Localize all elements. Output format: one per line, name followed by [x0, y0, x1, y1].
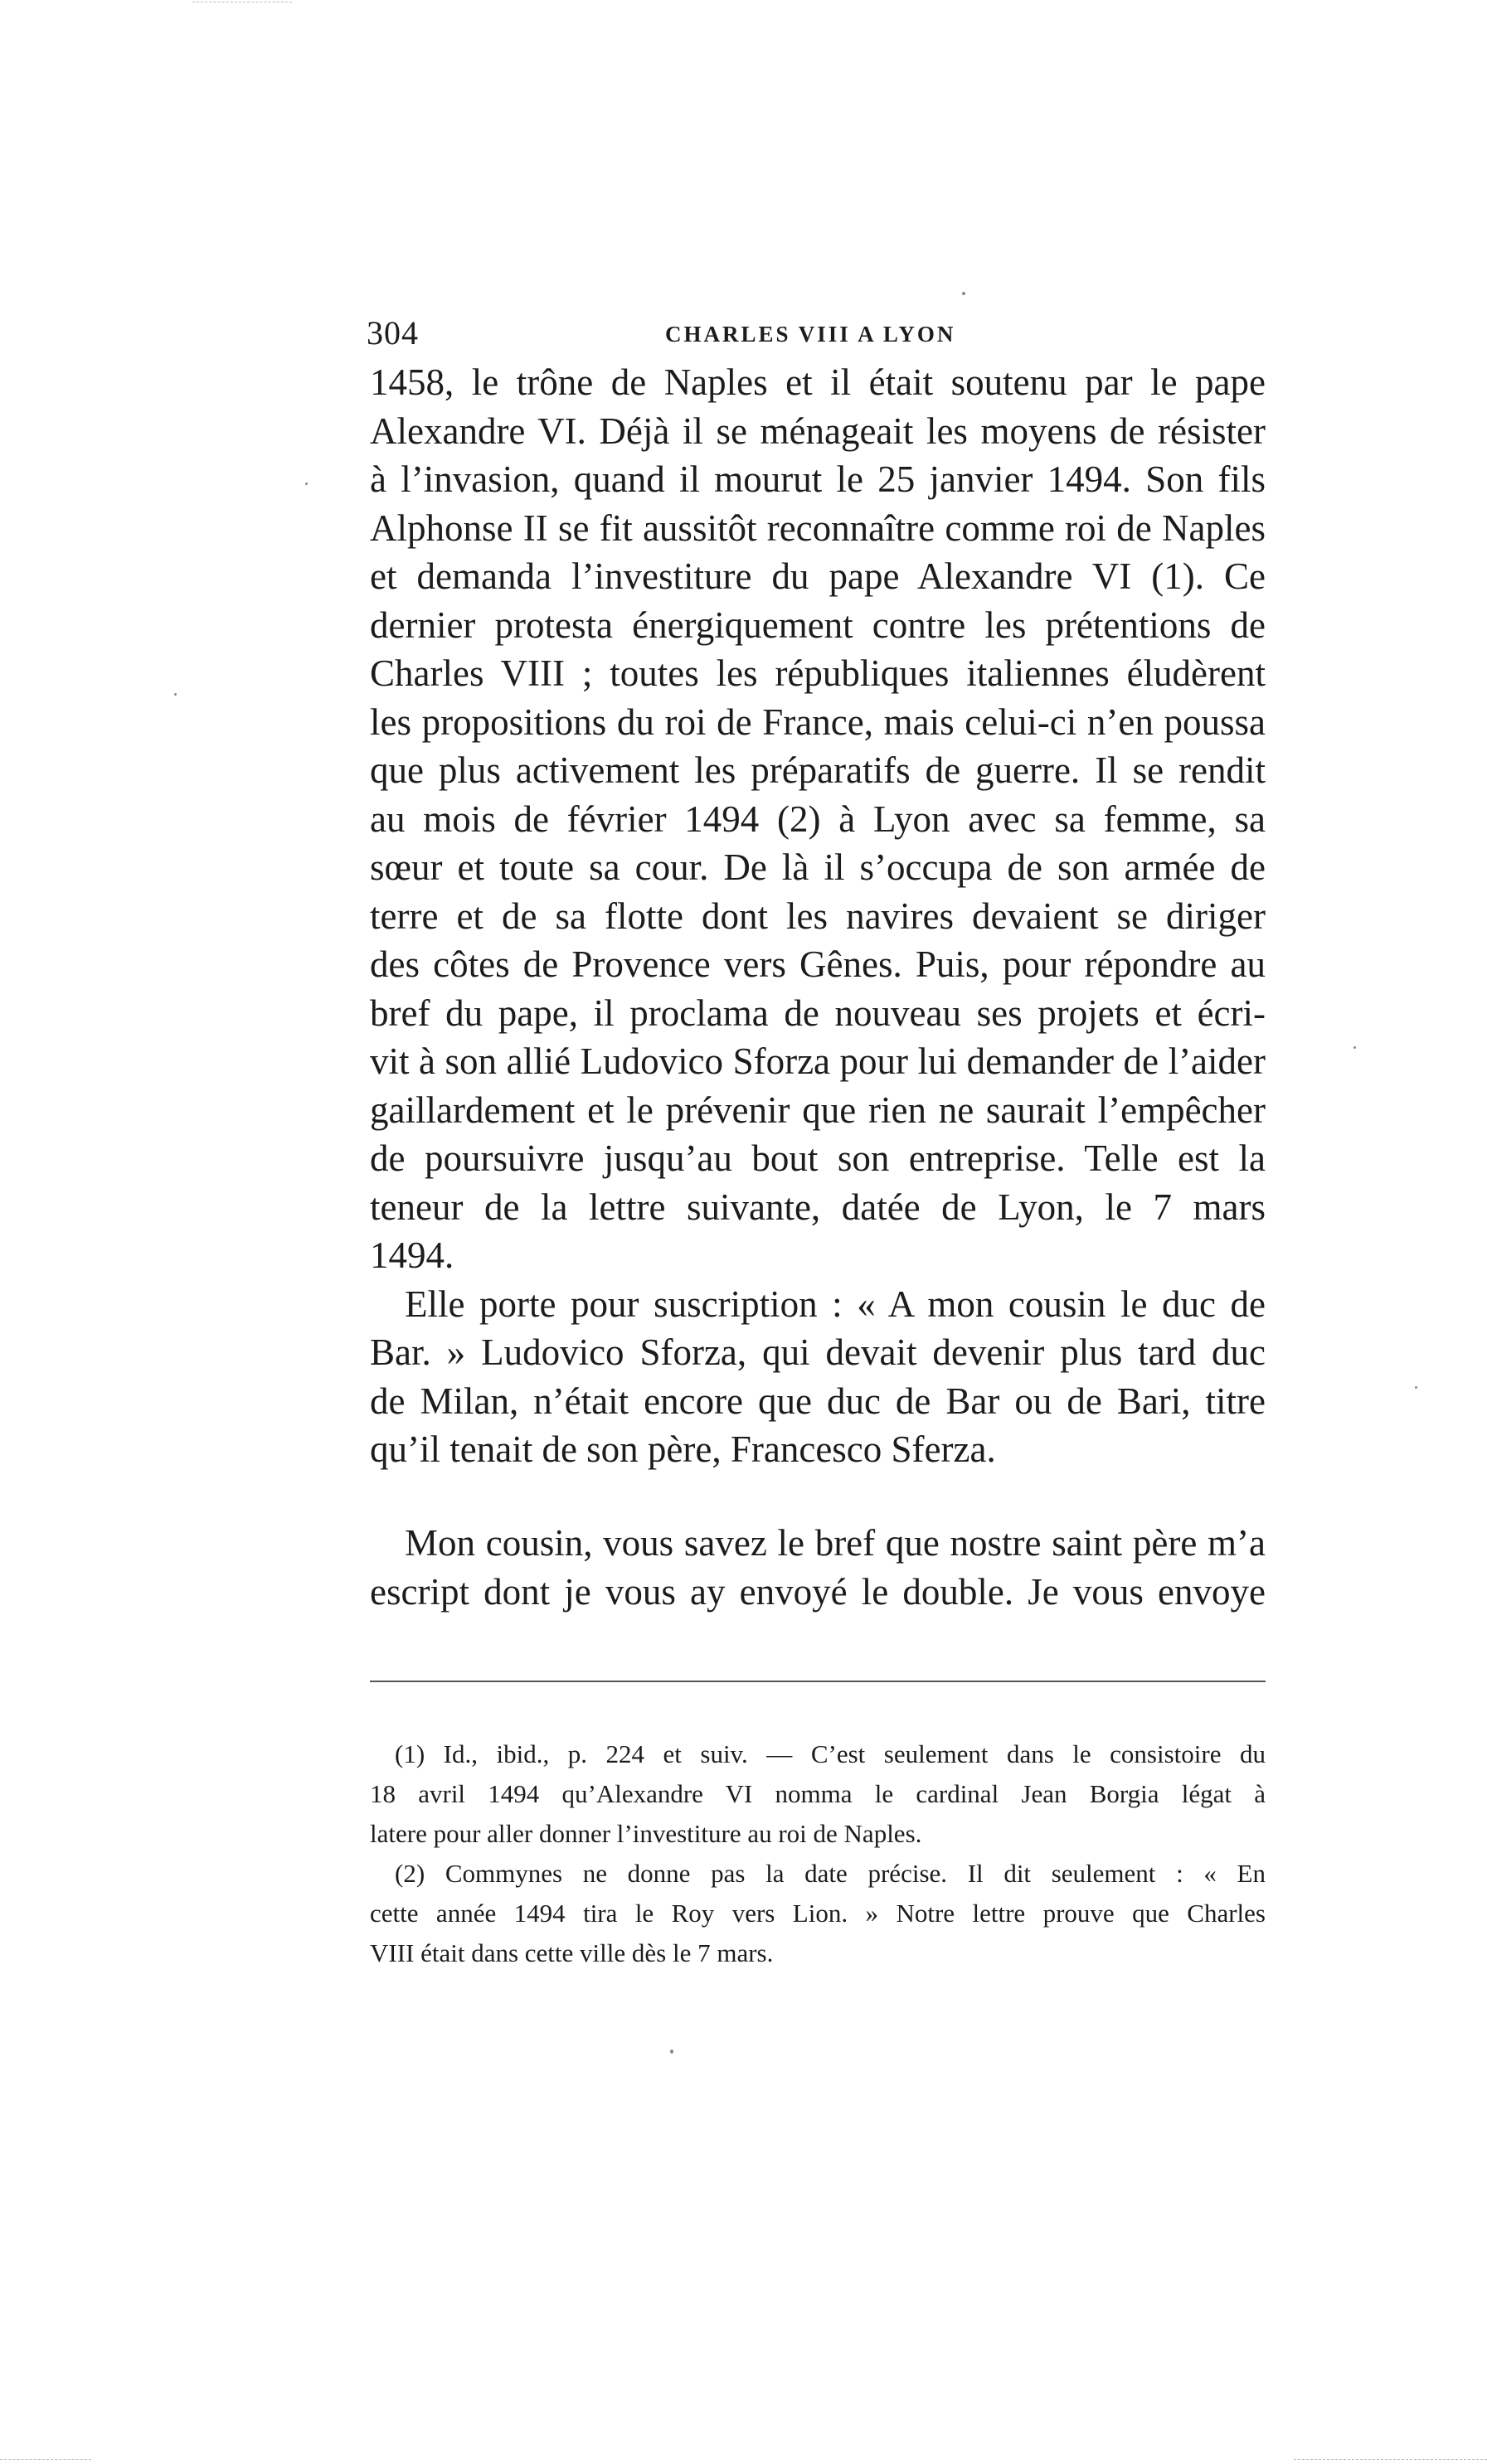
text-line: sœur et toute sa cour. De là il s’occupa de son armée de: [370, 846, 1266, 888]
letter-text: [370, 1519, 1266, 1616]
bottom-edge-mark-left: [0, 2459, 91, 2460]
margin-speck: [1415, 1386, 1417, 1389]
page-header: [367, 313, 1262, 355]
text-line: qu’il tenait de son père, Francesco Sferza.: [370, 1428, 996, 1470]
running-head: CHARLES VIII A LYON: [665, 322, 956, 347]
text-line: gaillardement et le prévenir que rien ne saurait l’empêcher: [370, 1089, 1266, 1131]
text-line: Bar. » Ludovico Sforza, qui devait devenir plus tard duc: [370, 1331, 1266, 1373]
margin-speck: [305, 483, 308, 485]
text-line: dernier protesta énergiquement contre les prétentions de: [370, 604, 1266, 646]
footnote-line: (2) Commynes ne donne pas la date précise. Il dit seulement : « En: [395, 1859, 1266, 1888]
text-line: bref du pape, il proclama de nouveau ses projets et écri-: [370, 992, 1266, 1034]
footnote-line: latere pour aller donner l’investiture au roi de Naples.: [370, 1819, 922, 1848]
text-line: Alexandre VI. Déjà il se ménageait les moyens de résister: [370, 410, 1266, 452]
text-line: à l’invasion, quand il mourut le 25 janvier 1494. Son fils: [370, 458, 1266, 500]
page-number: 304: [367, 314, 419, 352]
footnote-line: VIII était dans cette ville dès le 7 mars.: [370, 1938, 774, 1967]
margin-speck: [1353, 1046, 1356, 1049]
main-text: [370, 358, 1266, 1474]
text-line: et demanda l’investiture du pape Alexandre VI (1). Ce: [370, 555, 1266, 597]
text-line: vit à son allié Ludovico Sforza pour lui demander de l’aider: [370, 1040, 1266, 1082]
text-line: 1458, le trône de Naples et il était soutenu par le pape: [370, 361, 1266, 403]
text-line: de poursuivre jusqu’au bout son entreprise. Telle est la: [370, 1137, 1266, 1179]
footnote-line: (1) Id., ibid., p. 224 et suiv. — C’est seulement dans le consistoire du: [395, 1739, 1266, 1768]
footnotes: [370, 1734, 1266, 1973]
text-line: 1494.: [370, 1234, 454, 1276]
margin-speck: [670, 2049, 673, 2054]
text-line: au mois de février 1494 (2) à Lyon avec sa femme, sa: [370, 798, 1266, 840]
footnote-line: cette année 1494 tira le Roy vers Lion. » Notre lettre prouve que Charles: [370, 1899, 1266, 1928]
text-line: que plus activement les préparatifs de guerre. Il se rendit: [370, 749, 1266, 791]
text-line: terre et de sa flotte dont les navires devaient se diriger: [370, 895, 1266, 937]
footnote-rule: [370, 1681, 1266, 1682]
text-line: de Milan, n’était encore que duc de Bar ou de Bari, titre: [370, 1380, 1266, 1422]
text-line: Alphonse II se fit aussitôt reconnaître comme roi de Naples: [370, 507, 1266, 549]
text-line: des côtes de Provence vers Gênes. Puis, pour répondre au: [370, 943, 1266, 985]
text-line: teneur de la lettre suivante, datée de Lyon, le 7 mars: [370, 1186, 1266, 1228]
margin-speck: [962, 292, 965, 295]
margin-speck: [174, 693, 177, 696]
letter-line: escript dont je vous ay envoyé le double. Je vous envoye: [370, 1570, 1266, 1613]
bottom-edge-mark-right: [1294, 2459, 1487, 2460]
text-line: Charles VIII ; toutes les républiques italiennes éludèrent: [370, 652, 1266, 694]
text-line: les propositions du roi de France, mais celui-ci n’en poussa: [370, 701, 1266, 743]
footnote-line: 18 avril 1494 qu’Alexandre VI nomma le cardinal Jean Borgia légat à: [370, 1779, 1266, 1808]
letter-line: Mon cousin, vous savez le bref que nostre saint père m’a: [405, 1522, 1266, 1564]
text-line: Elle porte pour suscription : « A mon cousin le duc de: [405, 1283, 1266, 1325]
